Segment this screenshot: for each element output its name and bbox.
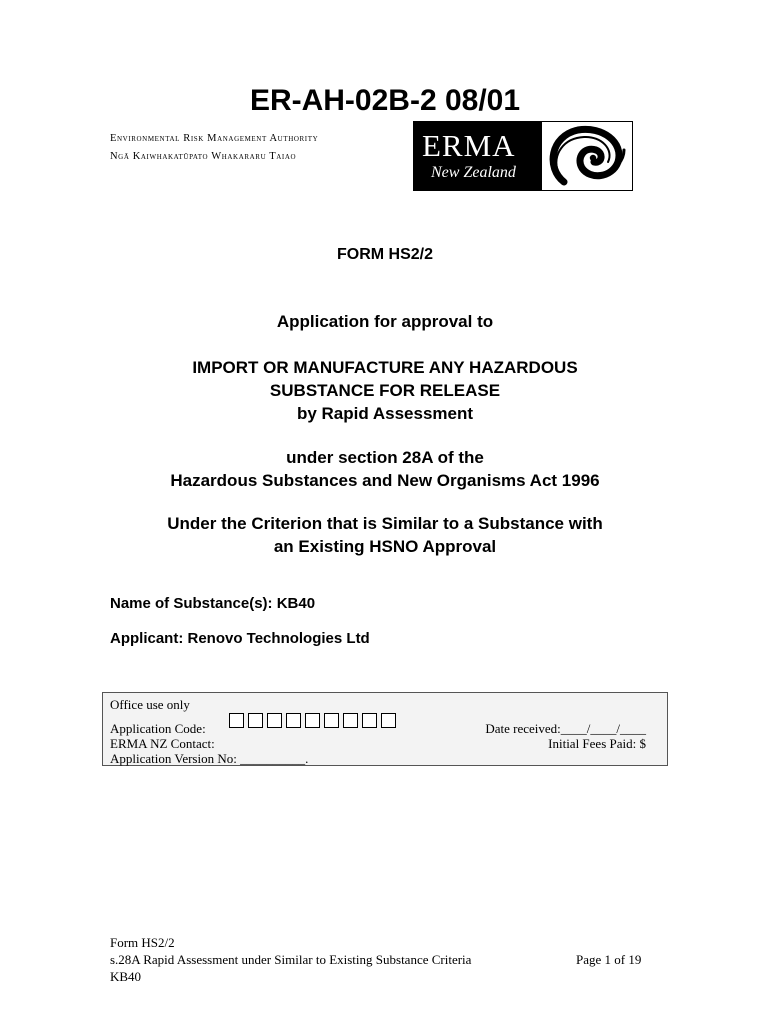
footer-substance-code: KB40	[110, 969, 142, 984]
main-heading-line-2: SUBSTANCE FOR RELEASE	[269, 381, 501, 400]
koru-icon	[544, 124, 630, 188]
footer-page-number: Page 1 of 19	[576, 952, 642, 967]
application-code-box[interactable]	[229, 713, 244, 728]
application-code-box[interactable]	[267, 713, 282, 728]
form-number: FORM HS2/2	[336, 246, 433, 263]
main-heading	[0, 356, 770, 425]
section-heading-line-1: under section 28A of the	[286, 448, 484, 467]
initial-fees-label: Initial Fees Paid: $	[548, 736, 646, 751]
office-use-box	[102, 692, 668, 766]
erma-contact-label: ERMA NZ Contact:	[110, 736, 215, 751]
section-heading-line-2: Hazardous Substances and New Organisms Act 1996	[170, 471, 600, 490]
application-code-box[interactable]	[381, 713, 396, 728]
footer-description: s.28A Rapid Assessment under Similar to Existing Substance Criteria	[110, 952, 472, 967]
footer-form-number: Form HS2/2	[110, 935, 175, 950]
authority-name-maori: Ngā Kaiwhakatūpato Whakararu Taiao	[110, 151, 297, 162]
application-version-label: Application Version No: __________.	[110, 751, 309, 766]
authority-name-english: Environmental Risk Management Authority	[110, 133, 319, 144]
main-heading-line-1: IMPORT OR MANUFACTURE ANY HAZARDOUS	[192, 358, 578, 377]
application-code-box[interactable]	[305, 713, 320, 728]
main-heading-line-3: by Rapid Assessment	[296, 404, 474, 423]
application-code-box[interactable]	[286, 713, 301, 728]
applicant-name: Applicant: Renovo Technologies Ltd	[110, 630, 370, 647]
application-code-label: Application Code:	[110, 721, 206, 736]
substance-name: Name of Substance(s): KB40	[110, 595, 316, 612]
section-heading	[0, 446, 770, 492]
criterion-heading-line-1: Under the Criterion that is Similar to a Substance with	[167, 514, 603, 533]
application-code-box[interactable]	[343, 713, 358, 728]
application-code-box[interactable]	[248, 713, 263, 728]
erma-logo	[413, 121, 633, 191]
date-received-label: Date received:____/____/____	[485, 721, 646, 736]
logo-subtitle: New Zealand	[431, 164, 516, 181]
office-use-title: Office use only	[110, 697, 190, 712]
application-code-boxes	[229, 713, 396, 728]
application-code-box[interactable]	[362, 713, 377, 728]
criterion-heading	[0, 512, 770, 558]
logo-wordmark: ERMA	[422, 128, 516, 163]
criterion-heading-line-2: an Existing HSNO Approval	[273, 537, 497, 556]
application-for-heading: Application for approval to	[276, 312, 494, 331]
document-code: ER-AH-02B-2 08/01	[249, 84, 521, 117]
application-code-box[interactable]	[324, 713, 339, 728]
